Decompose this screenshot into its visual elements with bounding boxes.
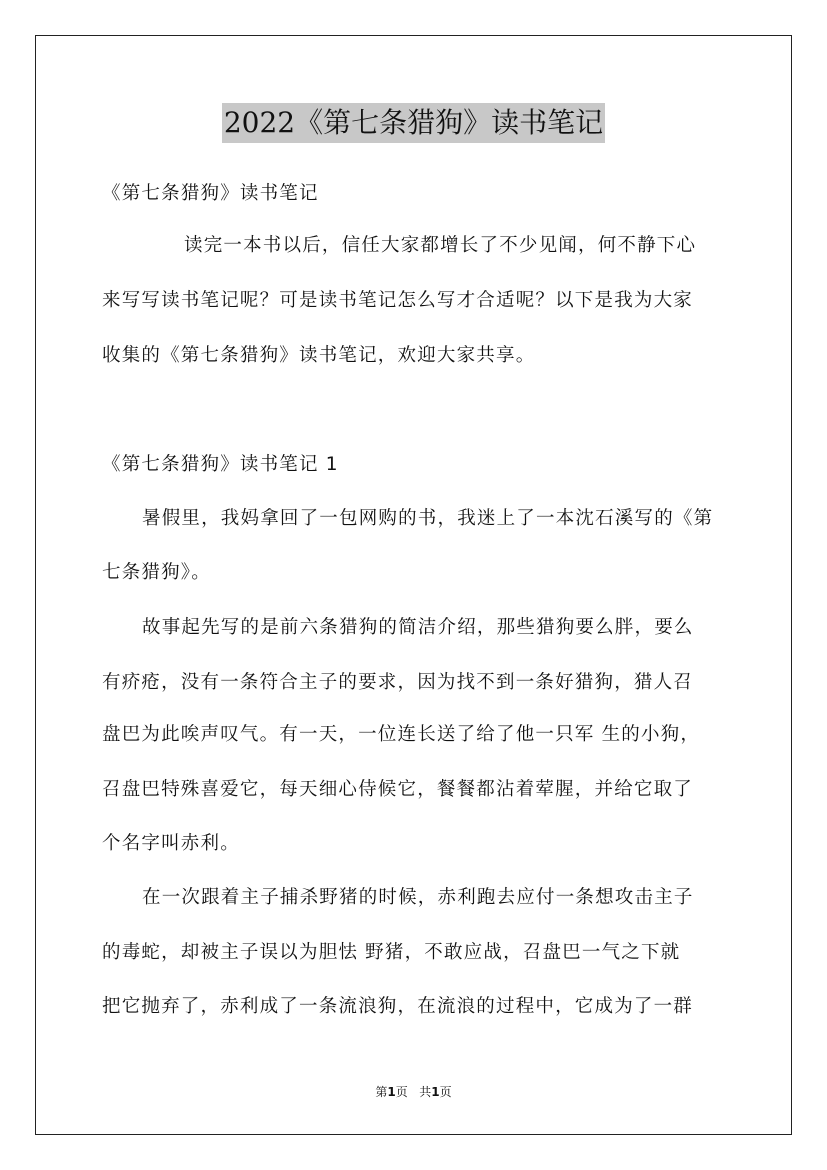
intro-line-2: 来写写读书笔记呢？可是读书笔记怎么写才合适呢？以下是我为大家 bbox=[102, 290, 694, 311]
footer-total-prefix: 共 bbox=[419, 1085, 432, 1099]
subtitle: 《第七条猎狗》读书笔记 bbox=[102, 183, 319, 204]
footer-page-number: 1 bbox=[387, 1085, 396, 1099]
body-line-6: 召盘巴特殊喜爱它，每天细心侍候它，餐餐都沾着荤腥，并给它取了 bbox=[102, 779, 694, 800]
body-line-10: 把它抛弃了，赤利成了一条流浪狗，在流浪的过程中，它成为了一群 bbox=[102, 996, 694, 1017]
document-title: 2022《第七条猎狗》读书笔记 bbox=[222, 103, 605, 143]
footer-total-suffix: 页 bbox=[439, 1085, 452, 1099]
title-container bbox=[0, 103, 827, 143]
footer-total-number: 1 bbox=[431, 1085, 440, 1099]
section-heading: 《第七条猎狗》读书笔记 1 bbox=[102, 454, 339, 475]
body-line-1: 暑假里，我妈拿回了一包网购的书，我迷上了一本沈石溪写的《第 bbox=[142, 508, 714, 529]
body-line-7: 个名字叫赤利。 bbox=[102, 833, 240, 854]
footer-page-suffix: 页 bbox=[395, 1085, 408, 1099]
body-line-9: 的毒蛇，却被主子误以为胆怯 野猪，不敢应战，召盘巴一气之下就 bbox=[102, 942, 681, 963]
body-line-2: 七条猎狗》。 bbox=[102, 562, 211, 583]
intro-line-1: 读完一本书以后，信任大家都增长了不少见闻，何不静下心 bbox=[184, 235, 697, 256]
body-line-4: 有疥疮，没有一条符合主子的要求，因为找不到一条好猎狗，猎人召 bbox=[102, 672, 694, 693]
page-footer bbox=[0, 1083, 827, 1100]
intro-line-3: 收集的《第七条猎狗》读书笔记，欢迎大家共享。 bbox=[102, 345, 536, 366]
footer-page-prefix: 第 bbox=[375, 1085, 388, 1099]
body-line-8: 在一次跟着主子捕杀野猪的时候，赤利跑去应付一条想攻击主子 bbox=[142, 887, 694, 908]
body-line-5: 盘巴为此唉声叹气。有一天，一位连长送了给了他一只军 生的小狗， bbox=[102, 724, 701, 745]
body-line-3: 故事起先写的是前六条猎狗的简洁介绍，那些猎狗要么胖，要么 bbox=[142, 617, 694, 638]
